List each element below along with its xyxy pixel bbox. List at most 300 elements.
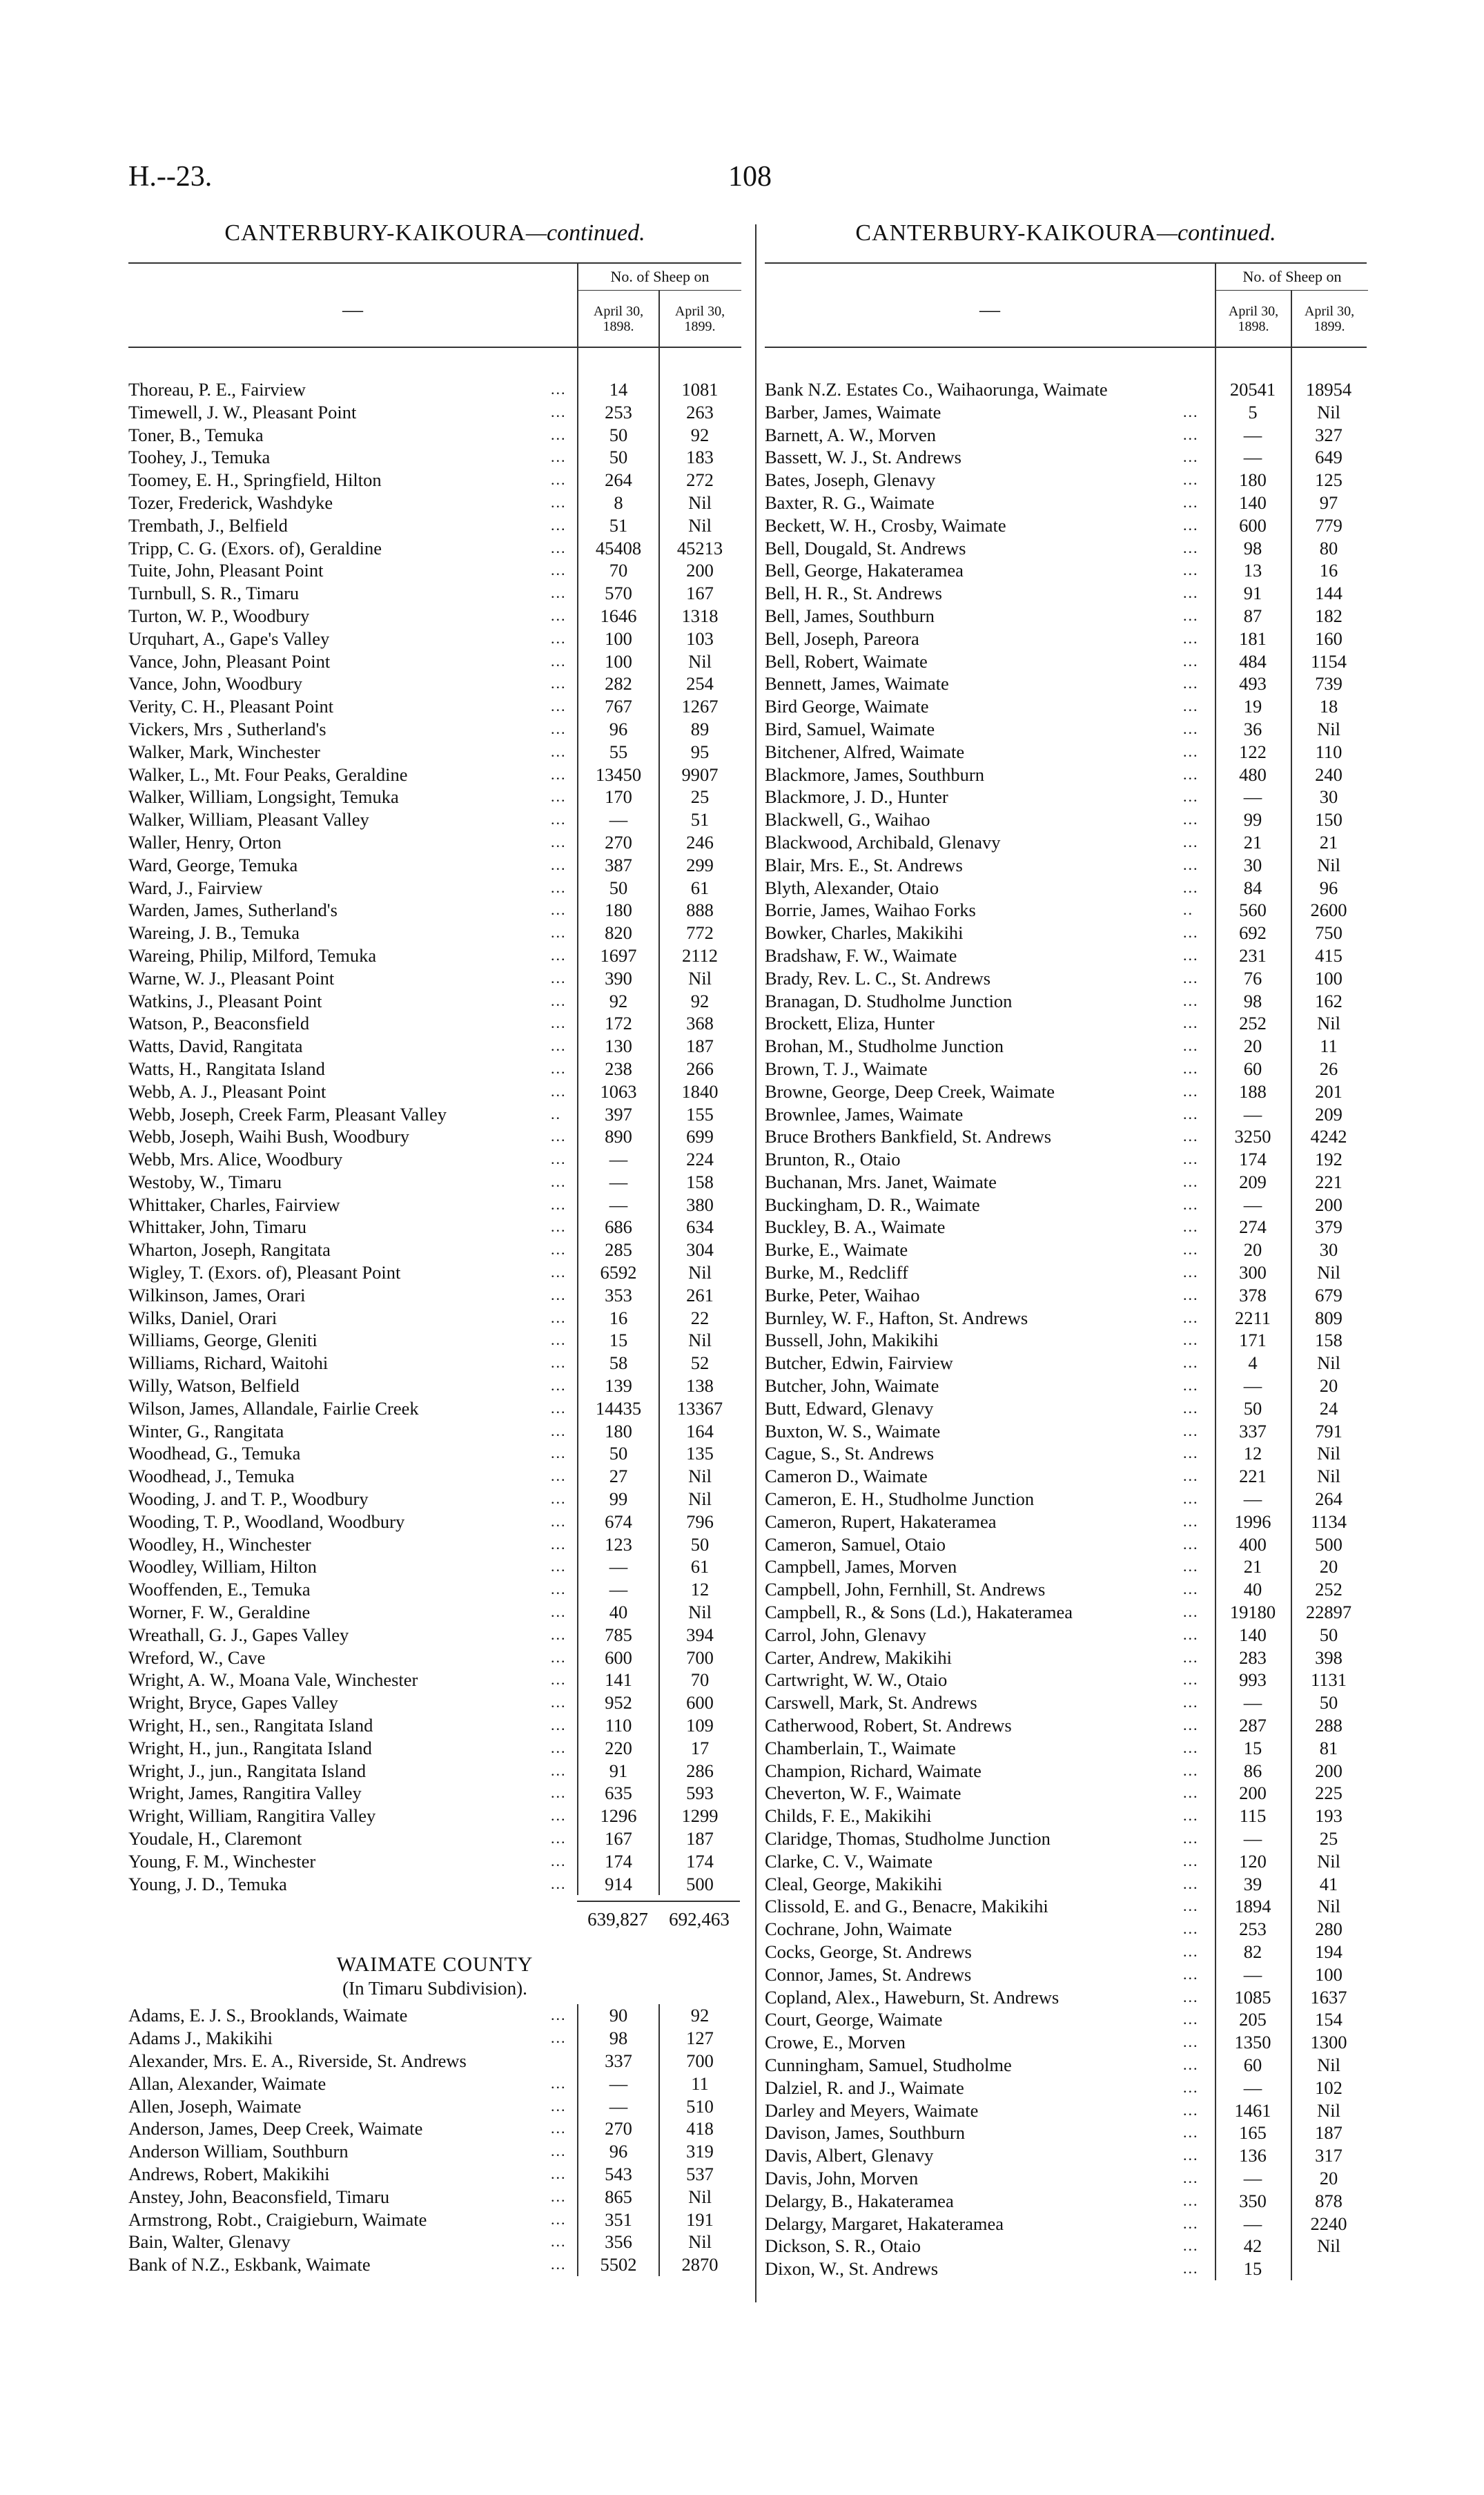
leader-dots: ... <box>551 1195 567 1213</box>
owner-name: Cleal, George, Makikihi <box>765 1873 943 1894</box>
sheep-1899: 286 <box>686 1760 714 1781</box>
table-row <box>765 2077 1367 2099</box>
sheep-1899: 739 <box>1315 673 1343 695</box>
table-row <box>128 1284 741 1307</box>
table-row <box>128 1012 741 1035</box>
table-row <box>765 2144 1367 2167</box>
table-row <box>128 1827 741 1850</box>
sheep-1898: 180 <box>1239 469 1267 491</box>
owner-name: Beckett, W. H., Crosby, Waimate <box>765 514 1006 536</box>
leader-dots: ... <box>1183 402 1199 420</box>
leader-dots: ... <box>551 606 567 624</box>
table-row <box>128 650 741 673</box>
owner-name: Claridge, Thomas, Studholme Junction <box>765 1828 1051 1849</box>
leader-dots: ... <box>551 1059 567 1077</box>
sheep-1898: 1646 <box>600 605 637 626</box>
table-row <box>128 808 741 831</box>
owner-name: Dixon, W., St. Andrews <box>765 2258 939 2280</box>
sheep-1898: 122 <box>1239 741 1267 762</box>
owner-name: Allen, Joseph, Waimate <box>128 2095 302 2117</box>
sheep-1899: 263 <box>686 401 714 423</box>
leader-dots: ... <box>551 1807 567 1825</box>
owner-name: Buxton, W. S., Waimate <box>765 1420 941 1441</box>
owner-name: Toner, B., Temuka <box>128 424 264 445</box>
sheep-1899: 30 <box>1319 1239 1338 1261</box>
sheep-1898: 50 <box>609 424 628 445</box>
owner-name: Blackwood, Archibald, Glenavy <box>765 831 1001 853</box>
owner-name: Wareing, J. B., Temuka <box>128 922 300 944</box>
sheep-1898: 285 <box>605 1239 632 1261</box>
sheep-1898: 165 <box>1239 2122 1267 2144</box>
leader-dots: ... <box>551 697 567 715</box>
sheep-1898: 283 <box>1239 1647 1267 1668</box>
sheep-1899: 20 <box>1319 2167 1338 2188</box>
owner-name: Anderson William, Southburn <box>128 2141 349 2162</box>
table-row <box>765 741 1367 764</box>
leader-dots: ... <box>551 2074 567 2092</box>
table-row <box>765 1714 1367 1737</box>
sheep-1899: 418 <box>686 2118 714 2139</box>
leader-dots: ... <box>1183 1082 1199 1100</box>
owner-name: Cocks, George, St. Andrews <box>765 1941 972 1962</box>
leader-dots: ... <box>551 1784 567 1802</box>
table-row <box>765 1284 1367 1307</box>
sheep-1899: 415 <box>1315 944 1343 966</box>
table-row <box>765 514 1367 537</box>
leader-dots: ... <box>1183 1716 1199 1734</box>
left-table-body <box>128 348 741 1895</box>
sheep-1899: 61 <box>690 877 710 898</box>
owner-name: Cameron, Rupert, Hakateramea <box>765 1511 997 1532</box>
sheep-1899: 92 <box>690 2005 710 2026</box>
leader-dots: ... <box>551 1738 567 1756</box>
leader-dots: ... <box>1183 629 1199 647</box>
leader-dots: ... <box>1183 2055 1199 2073</box>
table-row <box>128 877 741 900</box>
leader-dots: ... <box>1183 991 1199 1009</box>
table-row <box>128 899 741 922</box>
sheep-1899: 634 <box>686 1216 714 1238</box>
sheep-1898: 253 <box>605 401 632 423</box>
leader-dots: ... <box>1183 1308 1199 1326</box>
leader-dots: ... <box>1183 1354 1199 1372</box>
sheep-1899: 679 <box>1315 1284 1343 1305</box>
owner-name: Delargy, Margaret, Hakateramea <box>765 2213 1004 2234</box>
sheep-1898: 45408 <box>595 537 642 559</box>
leader-dots: ... <box>1183 1557 1199 1575</box>
leader-dots: ... <box>1183 1874 1199 1892</box>
owner-name: Cague, S., St. Andrews <box>765 1443 935 1464</box>
leader-dots: ... <box>1183 2146 1199 2164</box>
right-table-header <box>765 262 1367 348</box>
table-row <box>765 990 1367 1013</box>
sheep-1898: 98 <box>609 2028 628 2049</box>
owner-name: Wright, A. W., Moana Vale, Winchester <box>128 1669 418 1691</box>
leader-dots: ... <box>551 855 567 873</box>
sheep-1899: 699 <box>686 1126 714 1147</box>
leader-dots: ... <box>1183 1105 1199 1123</box>
left-total-row <box>128 1895 741 1938</box>
leader-dots: ... <box>551 448 567 466</box>
table-row <box>128 1488 741 1511</box>
owner-name: Champion, Richard, Waimate <box>765 1760 982 1781</box>
owner-name: Worner, F. W., Geraldine <box>128 1602 311 1623</box>
sheep-1898: 378 <box>1239 1284 1267 1305</box>
owner-name: Connor, James, St. Andrews <box>765 1963 972 1985</box>
leader-dots: ... <box>1183 833 1199 851</box>
sheep-1899: 1081 <box>681 379 719 400</box>
owner-name: Court, George, Waimate <box>765 2009 943 2030</box>
table-row <box>128 1352 741 1375</box>
owner-name: Davis, John, Morven <box>765 2167 919 2188</box>
table-row <box>765 1442 1367 1465</box>
owner-name: Bates, Joseph, Glenavy <box>765 469 936 491</box>
table-row <box>765 899 1367 922</box>
table-row <box>765 764 1367 786</box>
sheep-1899: 150 <box>1315 809 1343 831</box>
sheep-1898: 100 <box>605 650 632 672</box>
table-row <box>765 2099 1367 2122</box>
sheep-1898: 1461 <box>1234 2099 1271 2121</box>
leader-dots: ... <box>551 1852 567 1870</box>
sheep-1899: 11 <box>691 2072 709 2094</box>
leader-dots: ... <box>551 471 567 489</box>
sheep-1899: 162 <box>1315 990 1343 1011</box>
sheep-1898: 253 <box>1239 1919 1267 1940</box>
owner-name: Buckingham, D. R., Waimate <box>765 1194 980 1215</box>
sheep-1898: 50 <box>609 447 628 468</box>
owner-name: Wright, Bryce, Gapes Valley <box>128 1692 338 1714</box>
sheep-1898: 5502 <box>600 2254 637 2275</box>
table-row <box>128 1216 741 1239</box>
sheep-1899: 45213 <box>676 537 723 559</box>
table-row <box>765 967 1367 990</box>
leader-dots: ... <box>1183 1399 1199 1417</box>
owner-name: Wigley, T. (Exors. of), Pleasant Point <box>128 1262 401 1283</box>
leader-dots: ... <box>1183 584 1199 602</box>
sheep-1899: Nil <box>688 1488 712 1510</box>
owner-name: Wright, James, Rangitira Valley <box>128 1783 362 1804</box>
sheep-1898: — <box>1243 2213 1262 2234</box>
owner-name: Watts, David, Rangitata <box>128 1036 303 1057</box>
table-row <box>765 695 1367 718</box>
sheep-1898: — <box>609 809 628 831</box>
sheep-1899: 187 <box>686 1828 714 1849</box>
owner-name: Watts, H., Rangitata Island <box>128 1058 325 1079</box>
table-row <box>765 1624 1367 1647</box>
sheep-1898: 356 <box>605 2231 632 2253</box>
owner-name: Waller, Henry, Orton <box>128 831 282 853</box>
sheep-1898: — <box>1243 1488 1262 1510</box>
leader-dots: ... <box>551 2097 567 2115</box>
leader-dots: ... <box>551 2164 567 2182</box>
leader-dots: ... <box>551 538 567 556</box>
sheep-1899: 92 <box>690 990 710 1011</box>
sheep-1899: Nil <box>1317 401 1340 423</box>
sheep-1899: 1318 <box>681 605 719 626</box>
sheep-1898: 30 <box>1243 854 1262 875</box>
sheep-1899: 187 <box>1315 2122 1343 2144</box>
table-row <box>128 378 741 401</box>
table-row <box>765 401 1367 424</box>
leader-dots: ... <box>1183 1037 1199 1055</box>
table-row <box>765 446 1367 469</box>
year-1898-header: April 30, 1898. <box>1215 290 1291 347</box>
owner-name: Wooding, J. and T. P., Woodbury <box>128 1488 369 1510</box>
table-row <box>128 2027 741 2050</box>
owner-name: Butcher, Edwin, Fairview <box>765 1352 953 1374</box>
table-row <box>765 1103 1367 1126</box>
table-row <box>128 1307 741 1330</box>
sheep-1899: 327 <box>1315 424 1343 445</box>
leader-dots: ... <box>1183 561 1199 579</box>
table-row <box>128 446 741 469</box>
table-row <box>128 2253 741 2276</box>
leader-dots: ... <box>551 1241 567 1259</box>
owner-name: Bank of N.Z., Eskbank, Waimate <box>128 2254 371 2275</box>
sheep-1899: 791 <box>1315 1420 1343 1441</box>
owner-name: Warne, W. J., Pleasant Point <box>128 967 335 989</box>
sheep-1898: 42 <box>1243 2235 1262 2257</box>
sheep-1898: — <box>1243 424 1262 445</box>
leader-dots: ... <box>1183 2124 1199 2142</box>
owner-name: Verity, C. H., Pleasant Point <box>128 696 334 717</box>
sheep-1898: 274 <box>1239 1216 1267 1238</box>
table-row <box>765 1125 1367 1148</box>
table-row <box>128 1624 741 1647</box>
sheep-1899: Nil <box>1317 1443 1340 1464</box>
sheep-1898: 1085 <box>1234 1986 1271 2008</box>
owner-name: Burke, M., Redcliff <box>765 1262 908 1283</box>
leader-dots: ... <box>1183 493 1199 511</box>
column-rule <box>1215 348 1216 2280</box>
sheep-1898: 140 <box>1239 1624 1267 1645</box>
sheep-1899: Nil <box>688 492 712 513</box>
owner-name: Timewell, J. W., Pleasant Point <box>128 401 357 423</box>
leader-dots: ... <box>551 878 567 896</box>
owner-name: Armstrong, Robt., Craigieburn, Waimate <box>128 2208 427 2230</box>
sheep-1899: 500 <box>1315 1533 1343 1555</box>
leader-dots: ... <box>551 1490 567 1508</box>
table-row <box>765 2054 1367 2077</box>
sheep-1898: 141 <box>605 1669 632 1691</box>
sheep-1899: 26 <box>1319 1058 1338 1079</box>
leader-dots: ... <box>1183 2191 1199 2209</box>
owner-name: Bitchener, Alfred, Waimate <box>765 741 965 762</box>
table-row <box>765 1737 1367 1760</box>
leader-dots: ... <box>1183 1965 1199 1983</box>
table-row <box>765 1329 1367 1352</box>
table-row <box>765 1941 1367 1963</box>
owner-name: Wooffenden, E., Temuka <box>128 1579 311 1600</box>
leader-dots: ... <box>1183 1603 1199 1621</box>
sheep-1898: 767 <box>605 696 632 717</box>
leader-dots: ... <box>1183 719 1199 737</box>
sheep-1899: 158 <box>686 1171 714 1192</box>
sheep-1898: 98 <box>1243 990 1262 1011</box>
sheep-1898: 139 <box>605 1375 632 1397</box>
sheep-1899: 317 <box>1315 2145 1343 2166</box>
sheep-1899: 1299 <box>681 1805 719 1827</box>
sheep-1898: 1697 <box>600 944 637 966</box>
sheep-1898: — <box>609 2072 628 2094</box>
leader-dots: ... <box>551 2233 567 2251</box>
sheep-1898: 220 <box>605 1737 632 1758</box>
sheep-1898: 390 <box>605 967 632 989</box>
sheep-1898: 96 <box>609 718 628 739</box>
leader-dots: ... <box>1183 1195 1199 1213</box>
table-row <box>765 2190 1367 2213</box>
table-row <box>765 1239 1367 1261</box>
table-row <box>128 1714 741 1737</box>
owner-name: Anderson, James, Deep Creek, Waimate <box>128 2118 423 2139</box>
owner-name: Blackmore, James, Southburn <box>765 764 984 785</box>
sheep-1899: Nil <box>688 514 712 536</box>
table-row <box>765 1760 1367 1783</box>
leader-dots: ... <box>1183 516 1199 534</box>
table-row <box>765 559 1367 582</box>
sheep-1899: 61 <box>690 1556 710 1577</box>
sheep-1898: 110 <box>605 1715 632 1736</box>
sheep-1898: 337 <box>605 2050 632 2071</box>
table-row <box>765 1601 1367 1624</box>
owner-name: Burke, Peter, Waihao <box>765 1284 920 1305</box>
leader-dots: ... <box>551 1829 567 1847</box>
sheep-1899: 144 <box>1315 583 1343 604</box>
sheep-1898: 1894 <box>1234 1896 1271 1917</box>
table-row <box>765 1918 1367 1941</box>
owner-name: Young, F. M., Winchester <box>128 1850 316 1872</box>
sheep-1899: 16 <box>1319 560 1338 581</box>
owner-name: Dickson, S. R., Otaio <box>765 2235 921 2257</box>
owner-name: Ward, George, Temuka <box>128 854 298 875</box>
sheep-1899: 89 <box>690 718 710 739</box>
sheep-1899: 96 <box>1319 877 1338 898</box>
sheep-1898: 337 <box>1239 1420 1267 1441</box>
sheep-1898: — <box>1243 2167 1262 2188</box>
sheep-1899: 17 <box>690 1737 710 1758</box>
sheep-1899: 80 <box>1319 537 1338 559</box>
leader-dots: ... <box>1183 878 1199 896</box>
sheep-1898: 115 <box>1239 1805 1267 1827</box>
table-row <box>128 1465 741 1488</box>
leader-dots: ... <box>551 493 567 511</box>
table-row <box>765 1261 1367 1284</box>
leader-dots: ... <box>1183 448 1199 466</box>
sheep-1899: 368 <box>686 1013 714 1034</box>
leader-dots: ... <box>1183 1218 1199 1236</box>
county-heading: WAIMATE COUNTY <box>336 1953 534 1977</box>
leader-dots: ... <box>551 2187 567 2205</box>
leader-dots: ... <box>1183 1693 1199 1711</box>
sheep-1898: 686 <box>605 1216 632 1238</box>
owner-name: Campbell, James, Morven <box>765 1556 957 1577</box>
table-row <box>765 628 1367 650</box>
leader-dots: ... <box>551 1172 567 1190</box>
owner-name: Alexander, Mrs. E. A., Riverside, St. Andrews <box>128 2050 467 2071</box>
sheep-1898: 480 <box>1239 764 1267 785</box>
leader-dots: ... <box>551 2119 567 2137</box>
leader-dots: ... <box>1183 1150 1199 1168</box>
sheep-1899: 398 <box>1315 1647 1343 1668</box>
leader-dots: ... <box>1183 425 1199 443</box>
table-row <box>128 2186 741 2208</box>
total-1898: 639,827 <box>587 1909 648 1930</box>
leader-dots: ... <box>551 1308 567 1326</box>
owner-name: Allan, Alexander, Waimate <box>128 2072 326 2094</box>
sheep-1898: 14 <box>609 379 628 400</box>
sheep-1898: 635 <box>605 1783 632 1804</box>
sheep-1899: 200 <box>1315 1760 1343 1781</box>
sheep-1899: 160 <box>1315 628 1343 649</box>
leader-dots: ... <box>551 2006 567 2024</box>
table-row <box>765 1216 1367 1239</box>
sheep-1898: 15 <box>609 1330 628 1351</box>
column-rule <box>577 2004 578 2276</box>
owner-name: Butcher, John, Waimate <box>765 1375 939 1397</box>
owner-name: Catherwood, Robert, St. Andrews <box>765 1715 1012 1736</box>
sheep-1899: 187 <box>686 1036 714 1057</box>
owner-name: Vance, John, Woodbury <box>128 673 303 695</box>
owner-name: Chamberlain, T., Waimate <box>765 1737 956 1758</box>
table-row <box>765 492 1367 514</box>
table-row <box>765 582 1367 605</box>
owner-name: Clissold, E. and G., Benacre, Makikihi <box>765 1896 1048 1917</box>
leader-dots: ... <box>551 584 567 602</box>
table-row <box>765 1012 1367 1035</box>
table-row <box>765 1058 1367 1080</box>
table-row <box>128 1737 741 1760</box>
sheep-1899: 174 <box>686 1850 714 1872</box>
owner-name: Bennett, James, Waimate <box>765 673 949 695</box>
sheep-1899: 261 <box>686 1284 714 1305</box>
leader-dots: ... <box>1183 1535 1199 1553</box>
leader-dots: ... <box>551 561 567 579</box>
owner-name: Carrol, John, Glenavy <box>765 1624 927 1645</box>
sheep-1899: 209 <box>1315 1103 1343 1125</box>
sheep-1898: 15 <box>1243 2258 1262 2280</box>
sheep-1898: 560 <box>1239 900 1267 921</box>
table-row <box>128 1511 741 1533</box>
sheep-1899: 167 <box>686 583 714 604</box>
owner-name: Copland, Alex., Haweburn, St. Andrews <box>765 1986 1060 2008</box>
sheep-1898: — <box>1243 1828 1262 1849</box>
leader-dots: ... <box>1183 2033 1199 2051</box>
sheep-1899: Nil <box>688 967 712 989</box>
table-row <box>765 1647 1367 1669</box>
sheep-1899: 192 <box>1315 1149 1343 1170</box>
table-row <box>765 605 1367 628</box>
leader-dots: ... <box>1183 697 1199 715</box>
sheep-1898: 16 <box>609 1307 628 1328</box>
owner-name: Urquhart, A., Gape's Valley <box>128 628 330 649</box>
sheep-1899: Nil <box>1317 1352 1340 1374</box>
owner-name: Brady, Rev. L. C., St. Andrews <box>765 967 991 989</box>
sheep-1899: 225 <box>1315 1783 1343 1804</box>
sheep-1899: 50 <box>1319 1624 1338 1645</box>
sheep-1899: 221 <box>1315 1171 1343 1192</box>
sheep-1898: 674 <box>605 1511 632 1532</box>
sheep-1898: 221 <box>1239 1466 1267 1487</box>
sheep-1899: 246 <box>686 831 714 853</box>
owner-name: Cameron, Samuel, Otaio <box>765 1533 946 1555</box>
owner-name: Whittaker, John, Timaru <box>128 1216 307 1238</box>
table-row <box>765 2258 1367 2280</box>
table-row <box>765 854 1367 877</box>
table-row <box>128 1375 741 1397</box>
leader-dots: ... <box>551 1444 567 1462</box>
table-row <box>128 1873 741 1896</box>
